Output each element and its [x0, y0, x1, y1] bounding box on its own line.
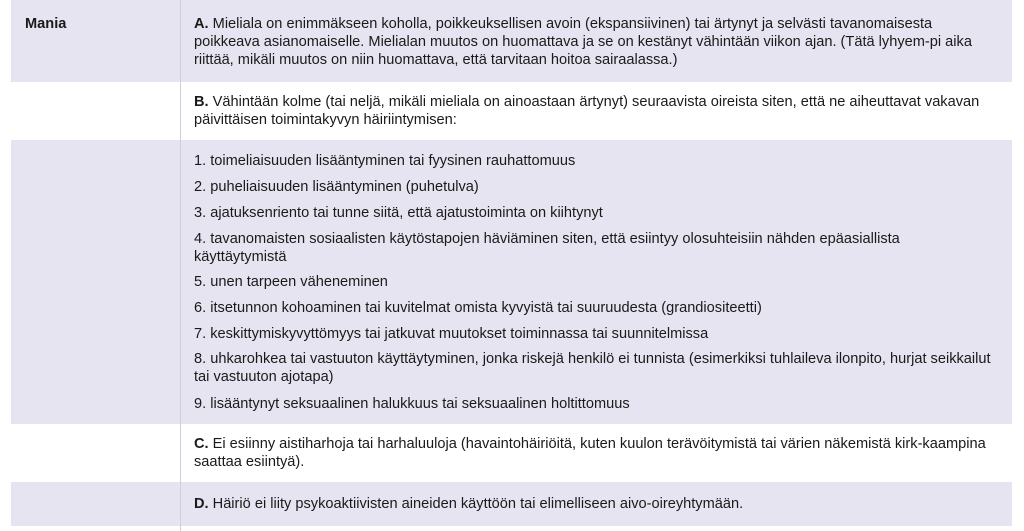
- criterion-d-text: Häiriö ei liity psykoaktiivisten aineiden käyttöön tai elimelliseen aivo-oireyhtymään.: [212, 496, 744, 512]
- criterion-c-text: Ei esiinny aistiharhoja tai harhaluuloja (havaintohäiriöitä, kuten kuulon terävöitymistä tai värien näkemistä kirk-kaampina saattaa esiintyä).: [194, 436, 986, 470]
- symptom-item: 7. keskittymiskyvyttömyys tai jatkuvat muutokset toiminnassa tai suunnitelmissa: [194, 326, 709, 342]
- symptom-item: 4. tavanomaisten sosiaalisten käytöstapojen häviäminen siten, että esiintyy olosuhteisiin nähden epäasiallista käyttäytymistä: [194, 231, 900, 265]
- symptom-item: 6. itsetunnon kohoaminen tai kuvitelmat omista kyvyistä tai suuruudesta (grandiositeetti): [194, 300, 762, 316]
- criterion-b-text: Vähintään kolme (tai neljä, mikäli mieliala on ainoastaan ärtynyt) seuraavista oireista siten, että ne aiheuttavat vakavan päivittäisen toimintakyvyn häiriintymisen:: [194, 94, 980, 128]
- symptom-item: 5. unen tarpeen väheneminen: [194, 274, 388, 290]
- symptom-item: 9. lisääntynyt seksuaalinen halukkuus tai seksuaalinen holtittomuus: [194, 396, 630, 412]
- symptom-item: 8. uhkarohkea tai vastuuton käyttäytyminen, jonka riskejä henkilö ei tunnista (esimerkiksi tuhlaileva ilonpito, hurjat seikkailut tai vastuuton ajotapa): [194, 351, 991, 385]
- symptom-item: 1. toimeliaisuuden lisääntyminen tai fyysinen rauhattomuus: [194, 153, 576, 169]
- criterion-a: [194, 15, 994, 69]
- criterion-b-letter: B.: [194, 94, 209, 110]
- criterion-a-letter: A.: [194, 16, 209, 32]
- criterion-b: [194, 93, 994, 129]
- row-label-mania: Mania: [25, 16, 67, 32]
- column-divider: [180, 0, 181, 531]
- criterion-d: [194, 495, 994, 513]
- criterion-c-letter: C.: [194, 436, 209, 452]
- symptom-item: 2. puheliaisuuden lisääntyminen (puhetulva): [194, 179, 479, 195]
- symptom-item: 3. ajatuksenriento tai tunne siitä, että ajatustoiminta on kiihtynyt: [194, 205, 603, 221]
- criterion-c: [194, 435, 994, 471]
- criterion-a-text: Mieliala on enimmäkseen koholla, poikkeuksellisen avoin (ekspansiivinen) tai ärtynyt ja selvästi tavanomaisesta poikkeava asianomaiselle. Mielialan muutos on huomattava ja se on kestänyt vähintään viikon ajan. (Tätä lyhyem-pi aika riittää, mikäli muutos on niin huomattava, että tarvitaan hoitoa sairaalassa.): [194, 16, 972, 68]
- criterion-d-letter: D.: [194, 496, 209, 512]
